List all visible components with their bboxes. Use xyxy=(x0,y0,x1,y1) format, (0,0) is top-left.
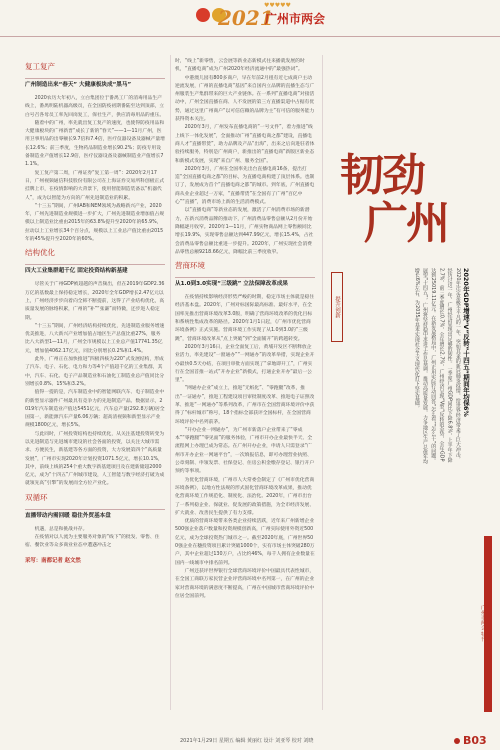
paragraph: 以“直播电商”等新业态的发展，激活了广州消费市场的新潜力，在新兴消费品牌的推动下，广州消费品零售总额从2月份开始降幅逐月收窄。2020年1—11月，广州实物商品网上零售额同比增长19.9%，实现零售总额达到447.99亿元，增长15.4%，占社会消费品零售总额比重进一步提升。2020年，广州实现社会消费品零售总额9218.66亿元，降幅比前三季度收窄。 xyxy=(175,208,314,255)
section-subtitle-dual-circulation: 直播带动内需回暖 稳住外贸基本盘 xyxy=(25,512,111,519)
paragraph: 在疫情持续影响经济形势严峻的时期，稳定市场主体就是稳住经济基本盘。2020年，广州对标国际最高标准、最好水平，在全国率先推出营商环境改革3.0版，明确了营商环境改革的优化目标和系统性集成改革的路径。2020年1月1日起，《广州市优化营商环境条例》正式实施。营商环境工作实现了从1.0到3.0的“三级跳”，营商环境改革从“点上突破”到“全面铺开”的跨越转变。 xyxy=(175,295,315,342)
section-subtitle-business-env: 从1.0到3.0实现“三级跳” 立法保障改革成果 xyxy=(175,281,289,288)
paragraph: 随着中的广州，率先就出复工复产的速度，也使得防疫用品和大健康板块的广州新晋“成长了新的“春天”——1—11月广州，医用卫事用品的出零额长9.7倍和7.4倍，医疗仪器设备及器械产量增长12.6%；前三季度，生物药品制造业增长90.2%；防疫专用设备制造业产值增长12.9倍，医疗仪器设备及器械制造业产值增长71.1%。 xyxy=(25,120,165,168)
footer-dot-icon xyxy=(454,738,460,744)
page-header xyxy=(0,0,500,42)
article-column-1 xyxy=(25,58,165,565)
header-year: 2021 xyxy=(218,6,274,30)
page-number: B03 xyxy=(463,734,487,747)
paragraph: 为优化营商环境，广州市人大常委会制定了《广州市优化营商环境条例》，以地方性法规的形式固化营商环境改革成果，推动优化营商环境工作规范化、制度化、法治化。2020年，广州市出台了一系列稳企业、保就业、促发展的政策措施，为全市经济发展、扩大就业、改善民生提供了有力支撑。 xyxy=(175,477,315,516)
section-rule xyxy=(175,277,315,278)
page-footer xyxy=(0,734,500,750)
paragraph: 机遇，总是和挑战并存。 xyxy=(34,526,88,532)
lead-body: 2020年注定是极不平凡的一年，突如其来的新冠肺炎疫情，给世界经济带来了巨大冲击。经历过这一年，广州经济显现出足够的韧性。一季度广州GDP同比下降6.8%，上半年下降2.7%，前三季度增长0.7%，全年增长2.7%，广州经济呈现“V型”反转的态势，全年GDP达到25019.11亿元。在新发展格局中，广州正用实际行动回答“怎么看”“怎么干”的问题。展望“十四五”，广州将坚持稳中求进工作总基调，推动高质量发展，力争地区生产总值年均增长6%左右，为2035年基本实现社会主义现代化打下坚实基础。 xyxy=(413,268,461,465)
vertical-lead-article xyxy=(346,268,470,466)
paragraph: 时，“线上”新零售，云会展等新业态新模式往来播就发展的时机，“直播电商”成为广州2020年经济流通中的“最强热词”。 xyxy=(175,59,305,73)
headline-line-1: 韧劲 xyxy=(340,150,424,201)
paragraph: 2020年3月，广州发布直播电商的“一号文件”，着力推进“线上线下一体化发展”，全面推动广州“直播电商之都”建设，直播电商人才“直播带货”，助力品牌及产品“出海”，出来之后向进驻者体验持续服务，特别是广州商户，新推出的“直播电商”新版区新业态和新模式发展，实现“来自广州、服务全国”。 xyxy=(175,125,315,164)
paragraph: “十三五”期间，广州经济结构持续优化，先进制造业服务增速优美推进，八大新兴产业增加值占地区生产总值比重27%，服务比八大新型1—11月，广州全市规模以上工业总产值17741.35亿元，增加值4062.17亿元，同比分别增长0.2%和1.4%。 xyxy=(25,323,165,354)
paragraph: 广州还获评世界银行全球营商环境评价中国最具代表性城市，在全国工商联万家民营企业评营商环境中名列第一，在广州的企业家对营商环境的满意度不断提高，广州在中国城市营商环境评价中位居全国前列。 xyxy=(175,568,315,599)
paragraph: 复工复产第二周，广州证券“复工第一周”：2020年2月17日，广州视频通信科技股份有限公司在上海证券交易所科创板正式挂牌上市，在疫情影响的大背景下，使用智能制造装备以“机器代人”，成为以智能为方向的广州先进制造业的积累。 xyxy=(25,170,165,201)
side-label: 广州市两会 特刊 xyxy=(480,605,486,642)
header-title: 广州市两会 xyxy=(265,12,326,26)
section-title-business-env: 营商环境 xyxy=(175,261,205,271)
paragraph: 与此同时，广州投资结构也持续优化，从关注基建投资转变为以先进制造与先进城市建设的社会各面的投资，以关注大城市需求、方便民生，新基建等各方面的投资，大力发展第四个“高质量发展”，广州市实现2020年计划投资1071.5亿元，增长10.1%，其中，前线上线的254个重大数字新基建项目及在建新储超2000亿元，成为“十四五”广州城市建设，人工智能与数字经济打破为成就领先高“引擎”的发展而全方位产业化。 xyxy=(25,431,165,487)
column-divider xyxy=(170,55,171,710)
paragraph: “网通办企业”成立上，推进“无纸化”、“零跑腿”改革，推出“一证通办”，推进工程建设项目审批制度改革、推进电子证照改革、推进“一网通办”等系列改革，广州市在全国营商环境评价中获得了“标杆城市”称号，18个指标全部获评全国标杆，在全国营商环境评价中名列前茅。 xyxy=(175,386,315,425)
footer-date: 2021年1月29日 星期五 编辑 黄丽红 设计 刘亚琴 校对 刘晓 xyxy=(180,738,314,744)
section-title-structure: 结构优化 xyxy=(25,248,55,258)
paragraph: 2020年3月，广州在全国率先出台直播电商16条，提出打造“全国直播电商之都”的目标，为直播电商构建了顶层体系。也制订了，发展成为首个“直播电商之都”的城市。到年底，广州直播电商从业企业超过一万家，“直播带货”在全国有了广州“百亿中心”“直播”，消费市场上新的生活消费模式。 xyxy=(175,166,315,206)
paragraph: 优质的营商环境带来各类企业持续活跃，近年来广州新增企业500强企业落户数量和投资规模创新高，广州实际使用外资近500亿元，成为全球投资热门城市之一。截至2020年底，广州世界500强企业在穗投资项目累计突破1000个，实有市场主体突破280万户，其中企业超过130万户，占比约46%，每千人拥有企业数量在国内一线城市中排名前列。 xyxy=(175,519,315,566)
headline-line-2: 广州 xyxy=(364,198,448,249)
header-rule xyxy=(0,36,500,37)
heart-decoration-icon: ♥♥♥♥♥ xyxy=(264,2,291,9)
paragraph: 在疫情对以人流为主要服务对象的“线下”的批发、零售、住宿、餐饮业等众多商业业态中遭遇冲击之 xyxy=(25,535,160,549)
paragraph: “开办企业一网通办”，为广州市新落户企业带来了“零成本”“零跑腿”“零见面”的服务体验，广州市开办企业最快半天、全流程网上办理已成为常态。在广州开办企业，申请人只需登录“广州市开办企业一网通平台”，一次填报信息，即可办理营业执照、公章刻制、申领发票、社保登记、住房公积金缴存登记、银行开户预约等事项。 xyxy=(175,427,315,475)
section-rule xyxy=(25,509,165,510)
paragraph: “十三五”期间，广州IAB和NEM领域为战略新兴产业，2020年，广州先进制造业规模进一步扩大，广州先进制造业增加值占规模以上制造业比重由2015年的63.8%提升至2020年的65.9%，拉动以上工业增长34个百分点，规模以上工业总产值比重由2015年的45%提升至2020年的60%。 xyxy=(25,203,165,243)
column-divider xyxy=(322,55,323,710)
section-title-recovery: 复工复产 xyxy=(25,62,55,71)
party-emblem-icon xyxy=(196,8,210,22)
section-rule xyxy=(25,78,165,79)
paragraph: 尽管关于广州GDP被超越的声音频出，但在2019年GDP2.36万亿的基数最上保持稳定增长，2020年全年GDP增长2.47亿元以上，广州经济步步向着向全韩不断提前，这得了产业结构优化，高质量发展的脉络积累，广州的“补”“张谦”而特微，还步进人稳定期。 xyxy=(25,282,165,321)
byline: 采写：南都记者 赵文然 xyxy=(25,557,81,564)
section-rule xyxy=(25,264,165,265)
paragraph: 此外，广州正在加快推进“四极四核为220”式发展结构，形成了汽车、电子、石化、电力和力等4个产值超千亿的工业集群，其中，汽车、石化、电子产品制造业和石油化工制造业总产值同比分别增长0.8%、15%和3.2%。 xyxy=(25,357,165,387)
lead-title: 2020年GDP增速“V”反转”十四五”期间年均保6% xyxy=(462,268,470,417)
paragraph: 值得一提的是，汽车制造业中的智能网联汽车、电子制造业中的新型显示器件广州最具有竞争力的先进制造产品。数据显示，2019年汽车制造业产值达5451亿元，汽车总产量(292.8万辆)居全国第一，新能源汽车产量6.06万辆；超高清视频和新型显示产业规模1800亿元，增长5%。 xyxy=(25,390,165,429)
paragraph: 2020年3月16日，企业全面复工后，黄埔开发区不断释放企业活力，率先建设“一窗通办”“一网通办”的改革举措，实现企业开办最快0.5天办结，在项目审批方面实现了“拿地即开工”，广州实行在全国首推一站式“开办企业”新模式，打通企业开办“最后一公里”。 xyxy=(175,344,315,384)
paragraph: 2020农历大年初八，立白集团位于番禺工厂的消毒用品生产线上，番禺明陆机器高级员，在全国防疫初期番陆至达到顶部，立白号召各母员工率先回岗复工，保社生产，供应消毒用品的重压。 xyxy=(25,96,165,118)
feature-headline xyxy=(340,150,480,260)
section-subtitle-recovery: 广州制造出来“春天” 大健康板块成“黑马” xyxy=(25,82,132,88)
section-title-dual-circulation: 双循环 xyxy=(25,492,48,502)
seal-stamp: 提升创新 xyxy=(331,272,343,342)
article-column-2 xyxy=(175,58,315,601)
section-subtitle-structure: 四大工业集群超千亿 固定投资结构新基建 xyxy=(25,268,128,275)
paragraph: 中港澳儿园有800多商户，早在年前2月租有近七成商户主动逆流发展，广州的直播电商“基因”来自国内立品牌的直播生态与广州服装生产集群带来的巨大产业链体。在一系列“直播电商”对接活动中，广州全国直播在商、人不发展的第三方直播渠道中占据有优势，通过这里广州商户“以可信信赖的品牌为主”有可信的服务能力获得资本关注。 xyxy=(175,75,315,123)
